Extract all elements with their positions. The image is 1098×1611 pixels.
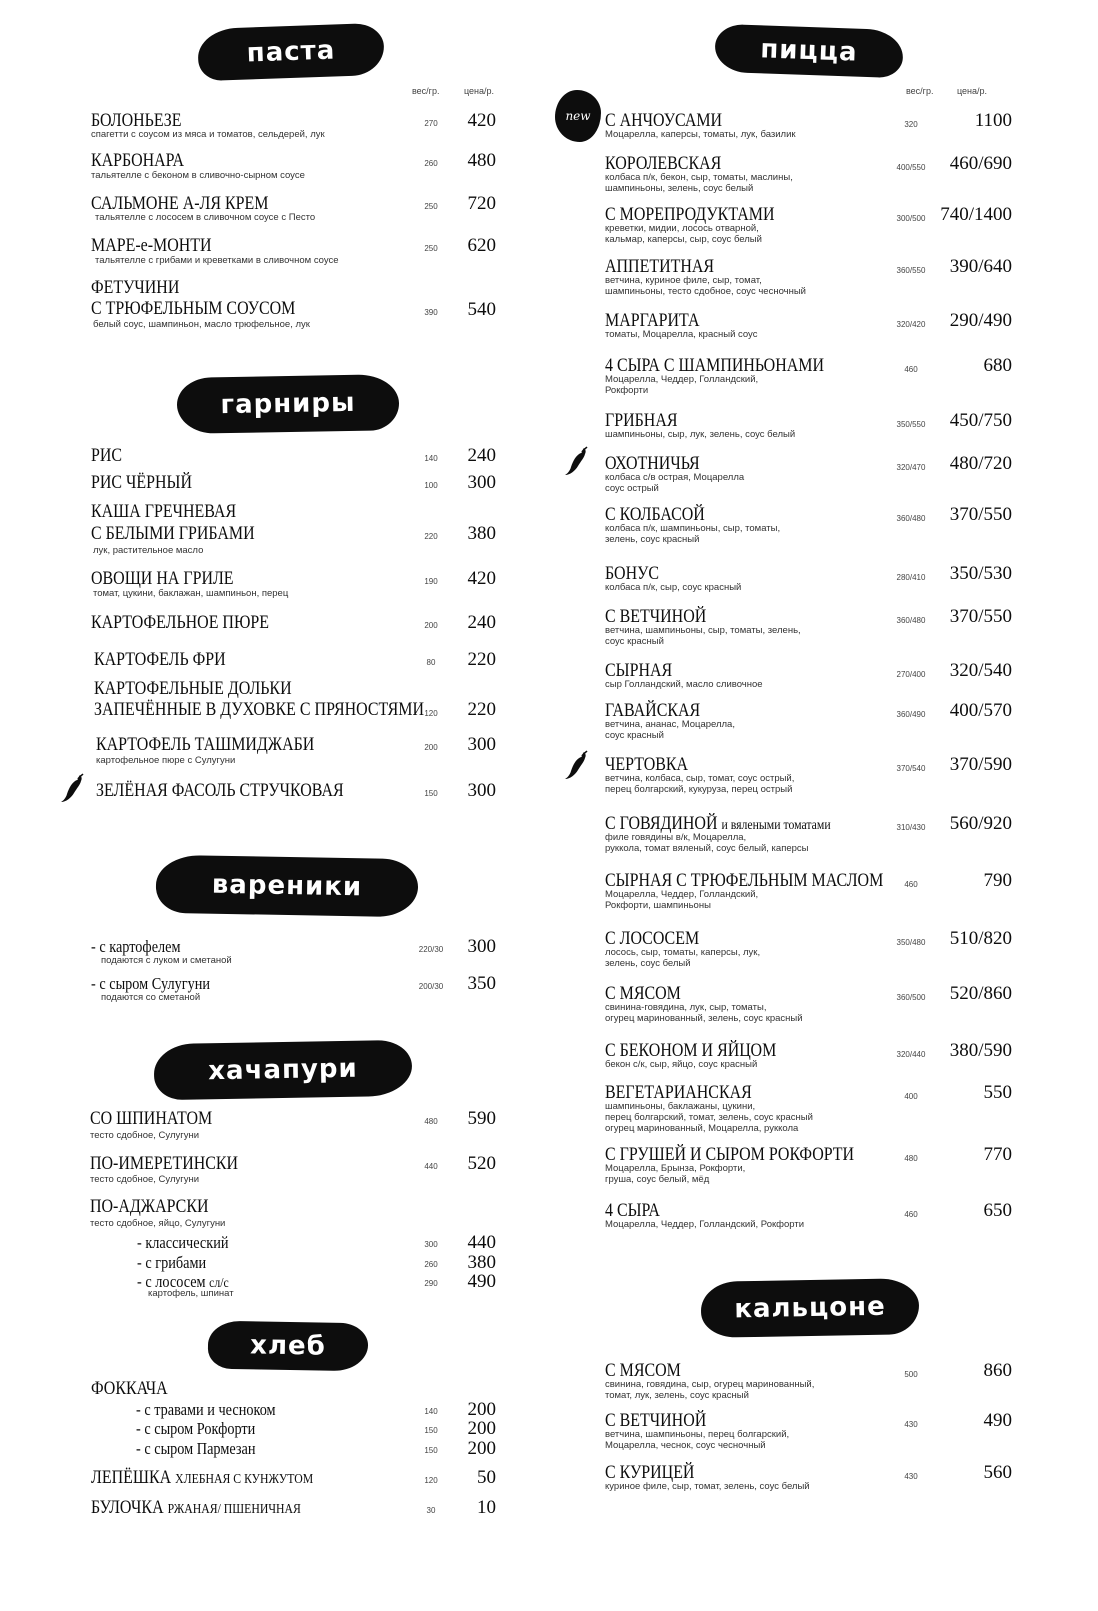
item-description: ветчина, колбаса, сыр, томат, соус острый, — [605, 773, 795, 784]
item-price: 550 — [983, 1082, 1012, 1103]
item-price: 510/820 — [949, 928, 1012, 949]
item-name-note: РЖАНАЯ/ ПШЕНИЧНАЯ — [167, 1502, 301, 1517]
item-name — [605, 1410, 706, 1431]
item-price: 200 — [467, 1399, 496, 1420]
item-price: 540 — [467, 299, 496, 320]
item-description: колбаса п/к, сыр, соус красный — [605, 582, 742, 593]
item-description-line2: зелень, соус белый — [605, 958, 691, 969]
item-price: 790 — [983, 870, 1012, 891]
item-name-text: С МЯСОМ — [605, 983, 681, 1004]
item-description-line2: Рокфорти — [605, 385, 649, 396]
item-price: 220 — [467, 649, 496, 670]
item-name — [605, 1144, 854, 1165]
item-name — [605, 700, 700, 721]
item-price: 480 — [467, 150, 496, 171]
item-name-line2: ЗАПЕЧЁННЫЕ В ДУХОВКЕ С ПРЯНОСТЯМИ — [94, 699, 424, 720]
item-name: ПО-ИМЕРЕТИНСКИ — [90, 1153, 239, 1174]
item-name: КАРТОФЕЛЬ ФРИ — [94, 649, 226, 670]
item-name — [605, 310, 700, 331]
item-description-line2: соус красный — [605, 730, 664, 741]
item-name-text: СЫРНАЯ — [605, 660, 673, 681]
item-name: - с грибами — [137, 1253, 207, 1272]
item-weight: 260 — [424, 1260, 438, 1269]
item-name: СО ШПИНАТОМ — [90, 1108, 213, 1129]
item-name-text: МАРГАРИТА — [605, 310, 700, 331]
section-header-bread: хлеб — [208, 1321, 369, 1372]
item-weight: 200 — [424, 621, 438, 630]
item-name-text: С КОЛБАСОЙ — [605, 504, 705, 525]
item-price: 370/590 — [949, 754, 1012, 775]
item-weight: 250 — [424, 244, 438, 253]
item-weight: 300/500 — [896, 214, 926, 223]
item-name-text: БУЛОЧКА — [91, 1497, 164, 1518]
item-description-line2: зелень, соус красный — [605, 534, 700, 545]
item-name — [605, 1200, 660, 1221]
item-weight: 390 — [424, 308, 438, 317]
item-name — [605, 355, 824, 376]
item-weight: 220/30 — [418, 945, 444, 954]
item-description: томаты, Моцарелла, красный соус — [605, 329, 758, 340]
item-name: РИС ЧЁРНЫЙ — [91, 472, 193, 493]
item-name — [605, 1462, 694, 1483]
item-weight: 190 — [424, 577, 438, 586]
item-description-line2: соус острый — [605, 483, 659, 494]
item-weight: 260 — [424, 159, 438, 168]
item-description-line2: Моцарелла, чеснок, соус чесночный — [605, 1440, 766, 1451]
new-badge-icon: new — [555, 90, 601, 142]
item-description: Моцарелла, Чеддер, Голландский, — [605, 374, 759, 385]
item-price: 370/550 — [949, 606, 1012, 627]
item-price: 720 — [467, 193, 496, 214]
item-description: подаются со сметаной — [101, 992, 201, 1003]
item-weight: 320/440 — [896, 1050, 926, 1059]
item-price: 590 — [467, 1108, 496, 1129]
item-weight: 400/550 — [896, 163, 926, 172]
section-header-calzone: кальцоне — [701, 1278, 920, 1338]
item-price: 300 — [467, 936, 496, 957]
item-name — [605, 110, 722, 131]
item-name: КАША ГРЕЧНЕВАЯ — [91, 501, 237, 522]
item-description: ветчина, шампиньоны, перец болгарский, — [605, 1429, 790, 1440]
item-name-text: ГАВАЙСКАЯ — [605, 700, 701, 721]
item-name-text: С АНЧОУСАМИ — [605, 110, 723, 131]
item-weight: 350/550 — [896, 420, 926, 429]
item-weight: 460 — [904, 1210, 918, 1219]
item-price: 240 — [467, 445, 496, 466]
item-name-text: 4 СЫРА — [605, 1200, 660, 1221]
item-description: лосось, сыр, томаты, каперсы, лук, — [605, 947, 761, 958]
item-name-note: сл/с — [209, 1276, 229, 1291]
item-description-line2: Рокфорти, шампиньоны — [605, 900, 711, 911]
item-weight: 440 — [424, 1162, 438, 1171]
item-price: 560 — [983, 1462, 1012, 1483]
item-name-text: БОНУС — [605, 563, 660, 584]
item-price: 480/720 — [949, 453, 1012, 474]
item-weight: 100 — [424, 481, 438, 490]
item-price: 300 — [467, 472, 496, 493]
item-name: ПО-АДЖАРСКИ — [90, 1196, 209, 1217]
item-name — [605, 1360, 681, 1381]
item-price: 320/540 — [949, 660, 1012, 681]
item-name-line2: С ТРЮФЕЛЬНЫМ СОУСОМ — [91, 298, 296, 319]
item-name: КАРТОФЕЛЬНОЕ ПЮРЕ — [91, 612, 269, 633]
item-description: свинина, говядина, сыр, огурец маринованный, — [605, 1379, 815, 1390]
item-description: Моцарелла, каперсы, томаты, лук, базилик — [605, 129, 796, 140]
item-description: куриное филе, сыр, томат, зелень, соус белый — [605, 1481, 810, 1492]
item-weight: 270/400 — [896, 670, 926, 679]
item-name-text: СЫРНАЯ С ТРЮФЕЛЬНЫМ МАСЛОМ — [605, 870, 884, 891]
item-description: тальятелле с беконом в сливочно-сырном соусе — [91, 170, 305, 181]
item-weight: 370/540 — [896, 764, 926, 773]
item-description: колбаса с/в острая, Моцарелла — [605, 472, 745, 483]
item-weight: 360/480 — [896, 616, 926, 625]
item-name-text: ОХОТНИЧЬЯ — [605, 453, 700, 474]
item-name-text: С ГРУШЕЙ И СЫРОМ РОКФОРТИ — [605, 1144, 855, 1165]
item-weight: 250 — [424, 202, 438, 211]
item-price: 200 — [467, 1438, 496, 1459]
item-price: 620 — [467, 235, 496, 256]
item-weight: 310/430 — [896, 823, 926, 832]
weight-column-label: вес/гр. — [412, 86, 440, 96]
item-price: 1100 — [974, 110, 1012, 131]
item-name — [605, 928, 699, 949]
item-description-line2: шампиньоны, зелень, соус белый — [605, 183, 754, 194]
item-weight: 430 — [904, 1420, 918, 1429]
item-name: БОЛОНЬЕЗЕ — [91, 110, 182, 131]
section-header-vareniki: вареники — [156, 855, 419, 918]
item-price: 10 — [477, 1497, 496, 1518]
item-name: ФЕТУЧИНИ — [91, 277, 180, 298]
item-description: сыр Голландский, масло сливочное — [605, 679, 763, 690]
item-name-text: ВЕГЕТАРИАНСКАЯ — [605, 1082, 752, 1103]
item-name — [605, 870, 883, 891]
item-description-line3: огурец маринованный, Моцарелла, руккола — [605, 1123, 799, 1134]
item-description-line2: шампиньоны, тесто сдобное, соус чесночный — [605, 286, 806, 297]
item-price: 350 — [467, 973, 496, 994]
item-price: 380 — [467, 1252, 496, 1273]
item-name: РИС — [91, 445, 123, 466]
item-price: 400/570 — [949, 700, 1012, 721]
item-price: 200 — [467, 1418, 496, 1439]
item-name-text: С КУРИЦЕЙ — [605, 1462, 695, 1483]
item-weight: 360/500 — [896, 993, 926, 1002]
item-name-text: С МЯСОМ — [605, 1360, 681, 1381]
item-name-text: ЧЕРТОВКА — [605, 754, 689, 775]
item-name — [605, 606, 706, 627]
item-description: лук, растительное масло — [93, 545, 204, 556]
item-description: ветчина, ананас, Моцарелла, — [605, 719, 735, 730]
item-price: 460/690 — [949, 153, 1012, 174]
item-weight: 220 — [424, 532, 438, 541]
item-weight: 270 — [424, 119, 438, 128]
item-price: 420 — [467, 110, 496, 131]
section-header-garnish: гарниры — [177, 374, 400, 434]
item-name: КАРТОФЕЛЬ ТАШМИДЖАБИ — [96, 734, 315, 755]
item-weight: 350/480 — [896, 938, 926, 947]
item-description: томат, цукини, баклажан, шампиньон, перец — [93, 588, 289, 599]
item-weight: 200 — [424, 743, 438, 752]
item-weight: 290 — [424, 1279, 438, 1288]
item-description: шампиньоны, сыр, лук, зелень, соус белый — [605, 429, 796, 440]
item-name — [605, 204, 775, 225]
item-weight: 200/30 — [418, 982, 444, 991]
item-price: 650 — [983, 1200, 1012, 1221]
item-weight: 120 — [424, 1476, 438, 1485]
item-name-text: АППЕТИТНАЯ — [605, 256, 715, 277]
item-description: свинина-говядина, лук, сыр, томаты, — [605, 1002, 767, 1013]
item-name-text: С МОРЕПРОДУКТАМИ — [605, 204, 775, 225]
item-price: 390/640 — [949, 256, 1012, 277]
item-name: - с сыром Сулугуни — [91, 974, 211, 993]
item-price: 300 — [467, 734, 496, 755]
item-name-text: ЛЕПЁШКА — [91, 1467, 172, 1488]
item-name — [605, 563, 659, 584]
item-description: колбаса п/к, шампиньоны, сыр, томаты, — [605, 523, 781, 534]
item-price: 300 — [467, 780, 496, 801]
item-name-text: С ЛОСОСЕМ — [605, 928, 700, 949]
item-weight: 360/490 — [896, 710, 926, 719]
item-name — [605, 1082, 752, 1103]
section-header-pizza: пицца — [714, 24, 904, 79]
item-weight: 360/480 — [896, 514, 926, 523]
item-weight: 140 — [424, 454, 438, 463]
item-name: ОВОЩИ НА ГРИЛЕ — [91, 568, 234, 589]
item-description: тесто сдобное, яйцо, Сулугуни — [90, 1218, 226, 1229]
item-description: бекон с/к, сыр, яйцо, соус красный — [605, 1059, 758, 1070]
item-name: - с картофелем — [91, 937, 181, 956]
item-price: 290/490 — [949, 310, 1012, 331]
item-name-text: - с лососем — [137, 1272, 206, 1291]
item-description: креветки, мидии, лосось отварной, — [605, 223, 759, 234]
item-weight: 320/470 — [896, 463, 926, 472]
item-description-line2: огурец маринованный, зелень, соус красный — [605, 1013, 803, 1024]
item-name: - с травами и чесноком — [136, 1400, 276, 1419]
item-description: тесто сдобное, Сулугуни — [90, 1130, 200, 1141]
item-name: САЛЬМОНЕ А-ЛЯ КРЕМ — [91, 193, 269, 214]
item-description: филе говядины в/к, Моцарелла, — [605, 832, 747, 843]
item-name: МАРЕ-е-МОНТИ — [91, 235, 212, 256]
item-name — [605, 983, 681, 1004]
item-weight: 140 — [424, 1407, 438, 1416]
item-description-line2: соус красный — [605, 636, 664, 647]
item-name — [605, 660, 672, 681]
item-description-line2: перец болгарский, томат, зелень, соус красный — [605, 1112, 813, 1123]
item-description: колбаса п/к, бекон, сыр, томаты, маслины, — [605, 172, 793, 183]
item-description-line2: руккола, томат вяленый, соус белый, каперсы — [605, 843, 809, 854]
item-name — [605, 453, 700, 474]
item-price: 490 — [983, 1410, 1012, 1431]
item-weight: 80 — [426, 658, 436, 667]
item-description: белый соус, шампиньон, масло трюфельное, лук — [93, 319, 310, 330]
item-name: КАРТОФЕЛЬНЫЕ ДОЛЬКИ — [94, 678, 292, 699]
item-name-text: С ВЕТЧИНОЙ — [605, 606, 707, 627]
item-name: - с сыром Пармезан — [136, 1439, 256, 1458]
item-price: 770 — [983, 1144, 1012, 1165]
item-description-line2: томат, лук, зелень, соус красный — [605, 1390, 749, 1401]
chili-pepper-icon — [60, 772, 86, 804]
item-price: 420 — [467, 568, 496, 589]
price-column-label: цена/р. — [464, 86, 495, 96]
item-description-line2: перец болгарский, кукуруза, перец острый — [605, 784, 793, 795]
chili-pepper-icon — [564, 749, 590, 781]
item-description: Моцарелла, Чеддер, Голландский, Рокфорти — [605, 1219, 804, 1230]
item-description: картофель, шпинат — [148, 1288, 234, 1299]
item-weight: 320 — [904, 120, 918, 129]
item-weight: 500 — [904, 1370, 918, 1379]
item-name — [605, 256, 714, 277]
item-description: ветчина, шампиньоны, сыр, томаты, зелень, — [605, 625, 801, 636]
item-name-note: и вялеными томатами — [721, 818, 831, 833]
chili-pepper-icon — [564, 445, 590, 477]
item-weight: 430 — [904, 1472, 918, 1481]
item-description: подаются с луком и сметаной — [101, 955, 232, 966]
item-name-line2: С БЕЛЫМИ ГРИБАМИ — [91, 523, 255, 544]
item-weight: 280/410 — [896, 573, 926, 582]
item-name: - с сыром Рокфорти — [136, 1419, 256, 1438]
item-name: ФОККАЧА — [91, 1378, 168, 1399]
item-weight: 320/420 — [896, 320, 926, 329]
item-name — [91, 1467, 313, 1490]
item-name-text: С БЕКОНОМ И ЯЙЦОМ — [605, 1040, 777, 1061]
item-price: 560/920 — [949, 813, 1012, 834]
item-weight: 460 — [904, 365, 918, 374]
item-name — [605, 754, 688, 775]
item-price: 380/590 — [949, 1040, 1012, 1061]
item-price: 490 — [467, 1271, 496, 1292]
item-description: ветчина, куриное филе, сыр, томат, — [605, 275, 762, 286]
item-name-text: 4 СЫРА С ШАМПИНЬОНАМИ — [605, 355, 824, 376]
item-name — [605, 1040, 776, 1061]
item-description: Моцарелла, Брынза, Рокфорти, — [605, 1163, 746, 1174]
item-price: 740/1400 — [940, 204, 1012, 225]
item-price: 50 — [477, 1467, 496, 1488]
item-name-text: С ВЕТЧИНОЙ — [605, 1410, 707, 1431]
item-price: 370/550 — [949, 504, 1012, 525]
item-name — [605, 504, 705, 525]
item-weight: 400 — [904, 1092, 918, 1101]
item-description: тальятелле с лососем в сливочном соусе с Песто — [95, 212, 316, 223]
item-name — [91, 1497, 301, 1520]
item-price: 380 — [467, 523, 496, 544]
item-description: картофельное пюре с Сулугуни — [96, 755, 236, 766]
item-weight: 480 — [904, 1154, 918, 1163]
item-description: тесто сдобное, Сулугуни — [90, 1174, 200, 1185]
item-price: 450/750 — [949, 410, 1012, 431]
item-description: тальятелле с грибами и креветками в сливочном соусе — [95, 255, 339, 266]
item-description: шампиньоны, баклажаны, цукини, — [605, 1101, 756, 1112]
item-name-text: КОРОЛЕВСКАЯ — [605, 153, 722, 174]
item-weight: 360/550 — [896, 266, 926, 275]
item-name-text: С ГОВЯДИНОЙ — [605, 813, 718, 834]
section-header-khachapuri: хачапури — [154, 1040, 413, 1100]
item-name-text: ГРИБНАЯ — [605, 410, 678, 431]
item-weight: 460 — [904, 880, 918, 889]
item-price: 520 — [467, 1153, 496, 1174]
item-weight: 480 — [424, 1117, 438, 1126]
item-name — [605, 153, 721, 174]
item-weight: 30 — [426, 1506, 436, 1515]
item-price: 350/530 — [949, 563, 1012, 584]
item-price: 220 — [467, 699, 496, 720]
item-description-line2: груша, соус белый, мёд — [605, 1174, 710, 1185]
item-weight: 150 — [424, 1426, 438, 1435]
weight-column-label: вес/гр. — [906, 86, 934, 96]
item-weight: 120 — [424, 709, 438, 718]
section-header-pasta: паста — [197, 23, 385, 81]
item-name: ЗЕЛЁНАЯ ФАСОЛЬ СТРУЧКОВАЯ — [96, 780, 344, 801]
item-description: Моцарелла, Чеддер, Голландский, — [605, 889, 759, 900]
item-price: 240 — [467, 612, 496, 633]
item-name-note: ХЛЕБНАЯ С КУНЖУТОМ — [175, 1472, 314, 1487]
item-description-line2: кальмар, каперсы, сыр, соус белый — [605, 234, 762, 245]
price-column-label: цена/р. — [957, 86, 988, 96]
item-price: 440 — [467, 1232, 496, 1253]
item-weight: 300 — [424, 1240, 438, 1249]
item-weight: 150 — [424, 1446, 438, 1455]
item-weight: 150 — [424, 789, 438, 798]
item-name — [605, 410, 678, 431]
item-price: 680 — [983, 355, 1012, 376]
item-price: 520/860 — [949, 983, 1012, 1004]
item-name: КАРБОНАРА — [91, 150, 185, 171]
item-name: - классический — [137, 1233, 229, 1252]
item-description: спагетти с соусом из мяса и томатов, сельдерей, лук — [91, 129, 325, 140]
item-price: 860 — [983, 1360, 1012, 1381]
